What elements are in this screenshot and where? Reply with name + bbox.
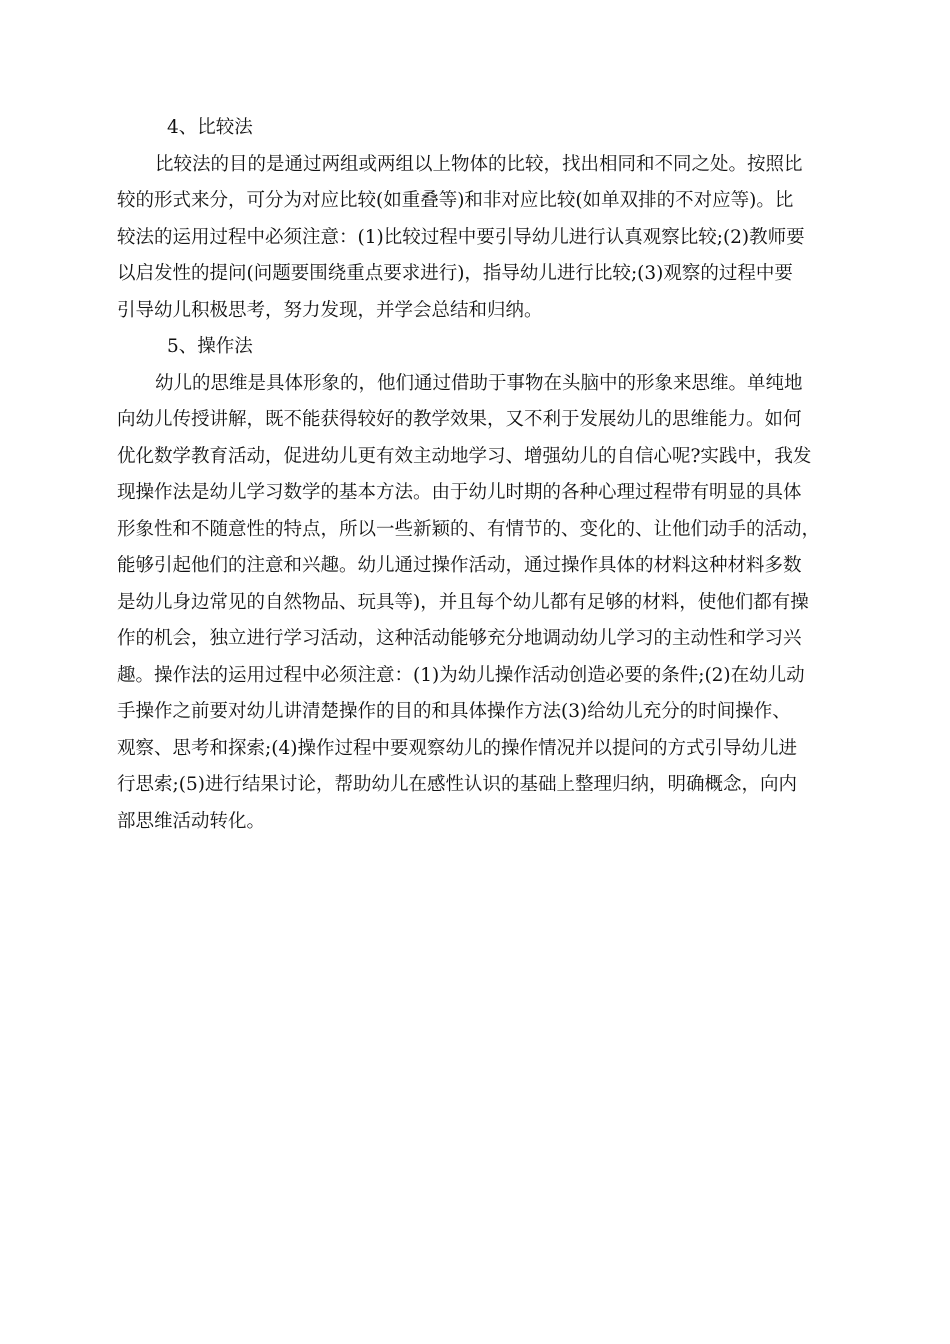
text-line: 观察、思考和探索;(4)操作过程中要观察幼儿的操作情况并以提问的方式引导幼儿进 [117, 737, 797, 759]
section-heading-comparison: 4、比较法 [167, 117, 253, 138]
text-line: 比较法的目的是通过两组或两组以上物体的比较，找出相同和不同之处。按照比 [155, 153, 803, 175]
text-line: 形象性和不随意性的特点，所以一些新颖的、有情节的、变化的、让他们动手的活动， [117, 518, 821, 540]
section-heading-operation: 5、操作法 [167, 336, 253, 357]
paragraph-comparison-method [117, 147, 847, 330]
text-line: 趣。操作法的运用过程中必须注意：(1)为幼儿操作活动创造必要的条件;(2)在幼儿动 [117, 664, 805, 686]
text-line: 较法的运用过程中必须注意：(1)比较过程中要引导幼儿进行认真观察比较;(2)教师要 [117, 226, 805, 248]
text-line: 是幼儿身边常见的自然物品、玩具等)，并且每个幼儿都有足够的材料，使他们都有操 [117, 591, 809, 613]
text-line: 部思维活动转化。 [117, 810, 266, 832]
text-line: 行思索;(5)进行结果讨论，帮助幼儿在感性认识的基础上整理归纳，明确概念，向内 [117, 774, 797, 795]
text-line: 向幼儿传授讲解，既不能获得较好的教学效果，又不利于发展幼儿的思维能力。如何 [117, 409, 802, 430]
paragraph-operation-method [117, 366, 847, 841]
text-line: 引导幼儿积极思考，努力发现，并学会总结和归纳。 [117, 299, 543, 321]
text-line: 较的形式来分，可分为对应比较(如重叠等)和非对应比较(如单双排的不对应等)。比 [117, 190, 794, 211]
text-line: 优化数学教育活动，促进幼儿更有效主动地学习、增强幼儿的自信心呢?实践中，我发 [117, 445, 812, 467]
document-body [117, 110, 847, 840]
text-line: 以启发性的提问(问题要围绕重点要求进行)，指导幼儿进行比较;(3)观察的过程中要 [117, 263, 793, 284]
text-line: 能够引起他们的注意和兴趣。幼儿通过操作活动，通过操作具体的材料这种材料多数 [117, 555, 802, 576]
text-line: 作的机会，独立进行学习活动，这种活动能够充分地调动幼儿学习的主动性和学习兴 [117, 628, 802, 649]
text-line: 手操作之前要对幼儿讲清楚操作的目的和具体操作方法(3)给幼儿充分的时间操作、 [117, 701, 791, 722]
text-line: 现操作法是幼儿学习数学的基本方法。由于幼儿时期的各种心理过程带有明显的具体 [117, 482, 802, 503]
text-line: 幼儿的思维是具体形象的，他们通过借助于事物在头脑中的形象来思维。单纯地 [155, 372, 803, 394]
